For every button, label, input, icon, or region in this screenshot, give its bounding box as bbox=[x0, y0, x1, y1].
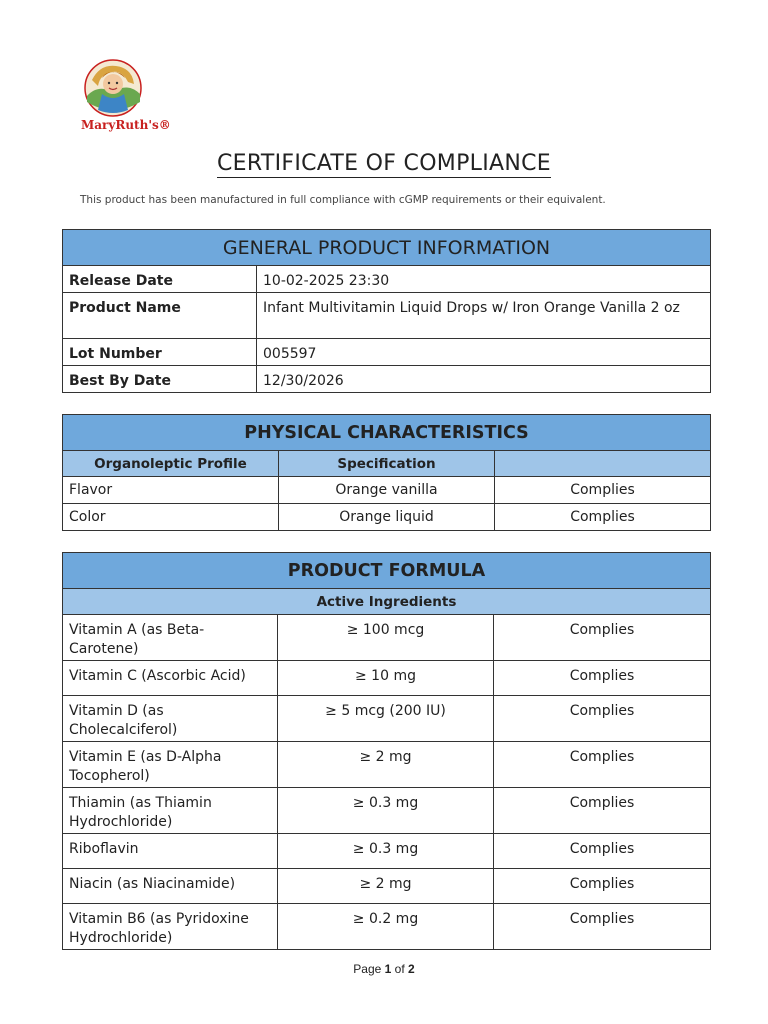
profile-status: Complies bbox=[495, 504, 711, 531]
brand-logo bbox=[78, 58, 171, 136]
table-row bbox=[63, 904, 711, 950]
lot-number-label: Lot Number bbox=[63, 339, 257, 366]
ingredient-status: Complies bbox=[494, 834, 711, 869]
table-row bbox=[63, 293, 711, 339]
lot-number-value: 005597 bbox=[257, 339, 711, 366]
page-title bbox=[0, 151, 768, 176]
page-prefix: Page bbox=[353, 962, 382, 976]
ingredient-name: Vitamin A (as Beta-Carotene) bbox=[63, 615, 278, 661]
table-row bbox=[63, 477, 711, 504]
table-row bbox=[63, 615, 711, 661]
ingredient-name: Riboflavin bbox=[63, 834, 278, 869]
general-info-table bbox=[62, 229, 711, 393]
ingredient-spec: ≥ 2 mg bbox=[278, 742, 494, 788]
ingredient-spec: ≥ 100 mcg bbox=[278, 615, 494, 661]
release-date-label: Release Date bbox=[63, 266, 257, 293]
physical-characteristics-table bbox=[62, 414, 711, 531]
ingredient-status: Complies bbox=[494, 661, 711, 696]
release-date-value: 10-02-2025 23:30 bbox=[257, 266, 711, 293]
general-header: GENERAL PRODUCT INFORMATION bbox=[63, 230, 711, 266]
table-row bbox=[63, 788, 711, 834]
product-formula-table bbox=[62, 552, 711, 950]
ingredient-status: Complies bbox=[494, 696, 711, 742]
ingredient-spec: ≥ 0.2 mg bbox=[278, 904, 494, 950]
table-row bbox=[63, 366, 711, 393]
active-ingredients-subheader: Active Ingredients bbox=[63, 589, 711, 615]
column-header-specification: Specification bbox=[279, 451, 495, 477]
ingredient-name: Vitamin D (as Cholecalciferol) bbox=[63, 696, 278, 742]
formula-header: PRODUCT FORMULA bbox=[63, 553, 711, 589]
ingredient-name: Thiamin (as Thiamin Hydrochloride) bbox=[63, 788, 278, 834]
page-of: of bbox=[394, 962, 405, 976]
ingredient-status: Complies bbox=[494, 615, 711, 661]
ingredient-status: Complies bbox=[494, 904, 711, 950]
table-row bbox=[63, 834, 711, 869]
ingredient-status: Complies bbox=[494, 869, 711, 904]
table-row bbox=[63, 504, 711, 531]
page-footer bbox=[0, 962, 768, 976]
ingredient-spec: ≥ 0.3 mg bbox=[278, 834, 494, 869]
product-name-value: Infant Multivitamin Liquid Drops w/ Iron Orange Vanilla 2 oz bbox=[257, 293, 711, 339]
page-current: 1 bbox=[384, 962, 392, 976]
title-text: CERTIFICATE OF COMPLIANCE bbox=[217, 151, 551, 176]
table-row bbox=[63, 696, 711, 742]
best-by-value: 12/30/2026 bbox=[257, 366, 711, 393]
ingredient-spec: ≥ 5 mcg (200 IU) bbox=[278, 696, 494, 742]
intro-text: This product has been manufactured in full compliance with cGMP requirements or their equivalent. bbox=[80, 194, 606, 206]
physical-header: PHYSICAL CHARACTERISTICS bbox=[63, 415, 711, 451]
ingredient-spec: ≥ 0.3 mg bbox=[278, 788, 494, 834]
page-total: 2 bbox=[408, 962, 415, 976]
ingredient-status: Complies bbox=[494, 788, 711, 834]
logo-text: MaryRuth's® bbox=[81, 118, 171, 132]
best-by-label: Best By Date bbox=[63, 366, 257, 393]
ingredient-status: Complies bbox=[494, 742, 711, 788]
ingredient-name: Vitamin B6 (as Pyridoxine Hydrochloride) bbox=[63, 904, 278, 950]
profile-status: Complies bbox=[495, 477, 711, 504]
profile-spec: Orange liquid bbox=[279, 504, 495, 531]
ingredient-spec: ≥ 2 mg bbox=[278, 869, 494, 904]
ingredient-name: Vitamin E (as D-Alpha Tocopherol) bbox=[63, 742, 278, 788]
ingredient-spec: ≥ 10 mg bbox=[278, 661, 494, 696]
ingredient-name: Niacin (as Niacinamide) bbox=[63, 869, 278, 904]
profile-name: Color bbox=[63, 504, 279, 531]
table-row bbox=[63, 742, 711, 788]
profile-name: Flavor bbox=[63, 477, 279, 504]
table-row bbox=[63, 339, 711, 366]
table-row bbox=[63, 266, 711, 293]
ingredient-name: Vitamin C (Ascorbic Acid) bbox=[63, 661, 278, 696]
profile-spec: Orange vanilla bbox=[279, 477, 495, 504]
column-header-profile: Organoleptic Profile bbox=[63, 451, 279, 477]
table-row bbox=[63, 869, 711, 904]
table-row bbox=[63, 661, 711, 696]
column-header-blank bbox=[495, 451, 711, 477]
product-name-label: Product Name bbox=[63, 293, 257, 339]
